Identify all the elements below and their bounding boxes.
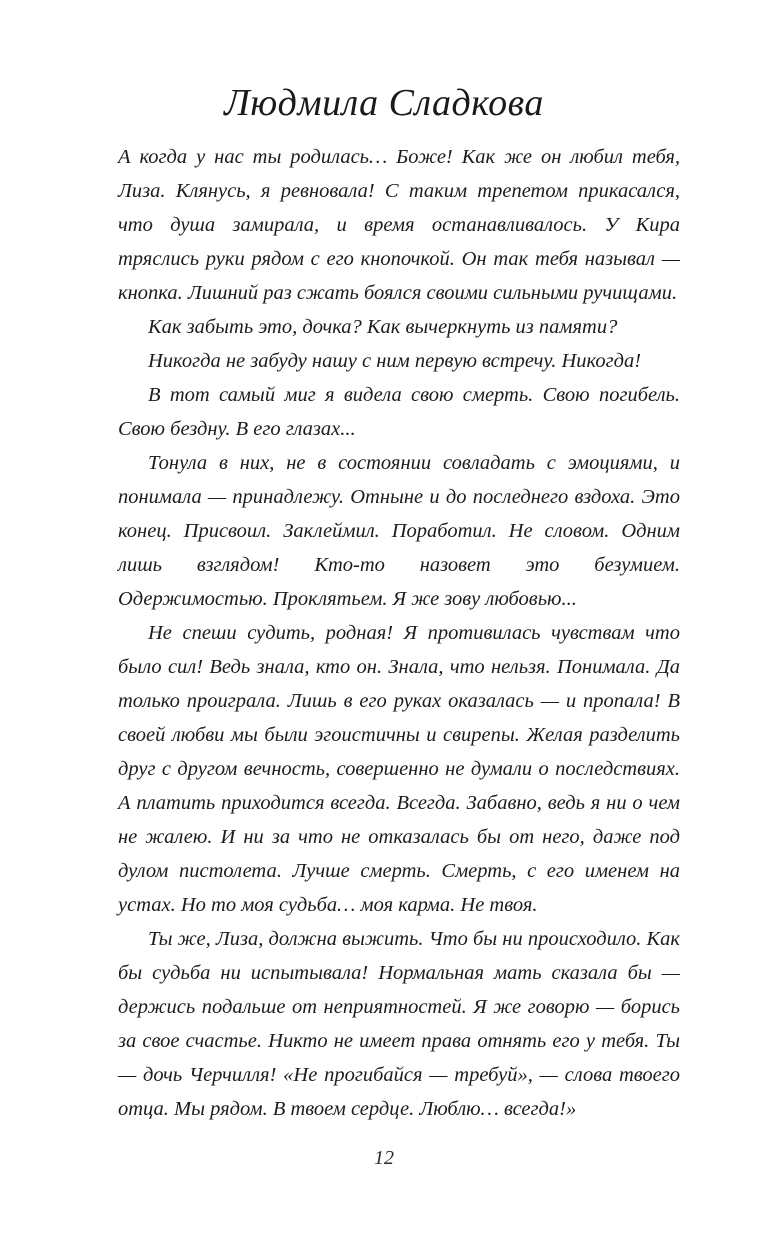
body-text [118,140,680,1126]
page-number: 12 [374,1147,394,1169]
paragraph-3: Никогда не забуду нашу с ним первую встречу. Никогда! [148,350,642,372]
paragraph-2: Как забыть это, дочка? Как вычеркнуть из памяти? [148,316,618,338]
paragraph-4: В тот самый миг я видела свою смерть. Свою погибель. Свою бездну. В его глазах... [118,384,680,440]
paragraph-1: А когда у нас ты родилась… Боже! Как же он любил тебя, Лиза. Клянусь, я ревновала! С таким трепетом прикасался, что душа замирала, и время останавливалось. У Кира тряслись руки рядом с его кнопочкой. Он так тебя называл — кнопка. Лишний раз сжать боялся своими сильными ручищами. [118,146,680,304]
running-header-author: Людмила Сладкова [224,82,544,124]
paragraph-5: Тонула в них, не в состоянии совладать с эмоциями, и понимала — принадлежу. Отныне и до последнего вздоха. Это конец. Присвоил. Заклеймил. Поработил. Не словом. Одним лишь взглядом! Кто-то назовет это безумием. Одержимостью. Проклятьем. Я же зову любовью... [118,452,680,610]
paragraph-6: Не спеши судить, родная! Я противилась чувствам что было сил! Ведь знала, кто он. Знала, что нельзя. Понимала. Да только проиграла. Лишь в его руках оказалась — и пропала! В своей любви мы были эгоистичны и свирепы. Желая разделить друг с другом вечность, совершенно не думали о последствиях. А платить приходится всегда. Всегда. Забавно, ведь я ни о чем не жалею. И ни за что не отказалась бы от него, даже под дулом пистолета. Лучше смерть. Смерть, с его именем на устах. Но то моя судьба… моя карма. Не твоя. [118,622,680,916]
paragraph-7: Ты же, Лиза, должна выжить. Что бы ни происходило. Как бы судьба ни испытывала! Нормальная мать сказала бы — держись подальше от неприятностей. Я же говорю — борись за свое счастье. Никто не имеет права отнять его у тебя. Ты — дочь Черчилля! «Не прогибайся — требуй», — слова твоего отца. Мы рядом. В твоем сердце. Люблю… всегда!» [118,928,680,1120]
